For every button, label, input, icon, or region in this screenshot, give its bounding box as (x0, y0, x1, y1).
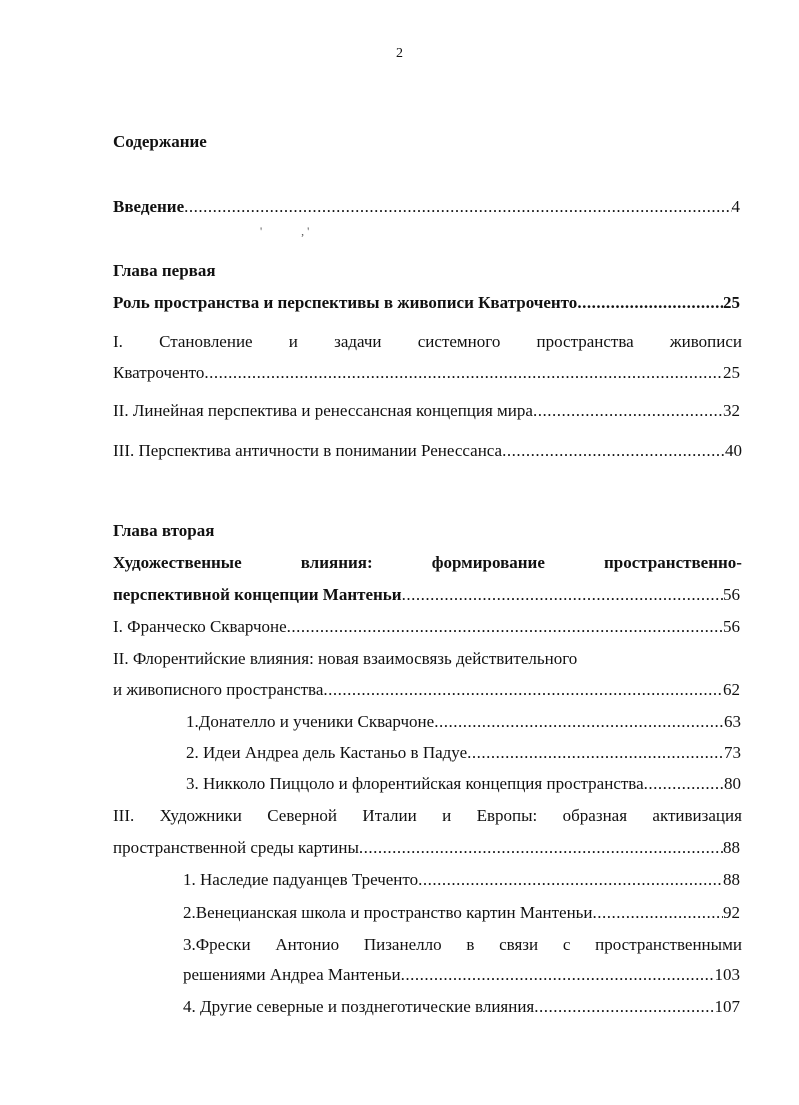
toc-entry-page: 56 (723, 585, 740, 604)
word: Северной (267, 806, 338, 825)
toc-entry-page: 103 (714, 965, 740, 984)
dot-leader (359, 837, 723, 859)
toc-entry-page: 80 (724, 774, 741, 793)
toc-entry-page: 107 (714, 997, 740, 1016)
word: Художественные (113, 553, 242, 572)
word: активизация (652, 806, 742, 825)
toc-entry-chapter2-line1[interactable] (113, 552, 742, 574)
chapter2-label: Глава вторая (113, 521, 215, 540)
dot-leader (434, 711, 724, 733)
toc-entry-title: I. Франческо Скварчоне (113, 617, 287, 636)
toc-entry-ch1-s1-line2[interactable] (113, 362, 740, 384)
toc-entry-title: решениями Андреа Мантеньи (183, 965, 401, 984)
toc-entry-page: 88 (723, 870, 740, 889)
word: живописи (669, 332, 742, 351)
toc-entry-ch2-s2-sub1[interactable] (186, 711, 741, 733)
toc-entry-page: 32 (723, 401, 740, 420)
toc-entry-page: 62 (723, 680, 740, 699)
dot-leader (577, 292, 723, 314)
page-number: 2 (396, 46, 403, 61)
scan-specks: ' , ' (260, 224, 310, 238)
toc-entry-ch2-s2-line2[interactable] (113, 679, 740, 701)
dot-leader (287, 616, 723, 638)
toc-entry-ch2-s3-line2[interactable] (113, 837, 740, 859)
toc-entry-ch2-s3-sub3-line1[interactable] (183, 934, 742, 956)
word: Италии (362, 806, 417, 825)
word: влияния: (300, 553, 373, 572)
word: пространственными (595, 935, 742, 954)
contents-heading: Содержание (113, 132, 207, 151)
dot-leader (534, 996, 714, 1018)
dot-leader (533, 400, 723, 422)
toc-entry-page: 73 (724, 743, 741, 762)
dot-leader (323, 679, 723, 701)
toc-entry-ch1-s2[interactable] (113, 400, 740, 422)
dot-leader (593, 902, 723, 924)
word: и (288, 332, 298, 351)
toc-entry-title: перспективной концепции Мантеньи (113, 585, 402, 604)
toc-entry-title: 1. Наследие падуанцев Треченто (183, 870, 419, 889)
toc-entry-chapter2-line2[interactable] (113, 584, 740, 606)
toc-entry-ch1-s1-line1[interactable] (113, 331, 742, 353)
toc-entry-page: 92 (723, 903, 740, 922)
dot-leader (204, 362, 723, 384)
word: Становление (159, 332, 253, 351)
toc-entry-ch2-s3-sub3-line2[interactable] (183, 964, 740, 986)
toc-entry-page: 4 (731, 197, 740, 216)
toc-entry-title: 2. Идеи Андреа дель Кастаньо в Падуе (186, 743, 468, 762)
toc-entry-page: 56 (723, 617, 740, 636)
word: Европы: (476, 806, 538, 825)
toc-entry-page: 63 (724, 712, 741, 731)
dot-leader (418, 869, 723, 891)
dot-leader (402, 584, 723, 606)
dot-leader (502, 440, 725, 462)
dot-leader (644, 773, 724, 795)
dot-leader (401, 964, 715, 986)
word: связи (499, 935, 539, 954)
dot-leader (467, 742, 724, 764)
toc-entry-title: 3. Никколо Пиццоло и флорентийская концепция пространства (186, 774, 644, 793)
toc-entry-chapter1[interactable] (113, 292, 740, 314)
toc-entry-title: пространственной среды картины (113, 838, 359, 857)
word: в (466, 935, 475, 954)
word: и (442, 806, 452, 825)
word: системного (417, 332, 501, 351)
toc-entry-ch2-s1[interactable] (113, 616, 740, 638)
toc-entry-title: Роль пространства и перспективы в живописи Кватроченто (113, 293, 578, 312)
toc-entry-ch2-s3-sub4[interactable] (183, 996, 740, 1018)
word: Антонио (275, 935, 340, 954)
toc-entry-ch2-s3-sub2[interactable] (183, 902, 740, 924)
toc-entry-page: 25 (723, 293, 740, 312)
word: формирование (431, 553, 545, 572)
dot-leader (184, 196, 731, 218)
toc-entry-title: Введение (113, 197, 185, 216)
word: 3.Фрески (183, 935, 251, 954)
toc-entry-introduction[interactable] (113, 196, 740, 218)
word: с (562, 935, 571, 954)
toc-entry-ch2-s2-sub3[interactable] (186, 773, 741, 795)
word: Пизанелло (363, 935, 442, 954)
toc-entry-ch1-s3[interactable] (113, 440, 742, 462)
word: пространственно- (603, 553, 742, 572)
toc-entry-page: 40 (725, 441, 742, 460)
toc-entry-title: и живописного пространства (113, 680, 324, 699)
toc-entry-title: II. Линейная перспектива и ренессансная концепция мира (113, 401, 533, 420)
chapter1-label: Глава первая (113, 261, 216, 280)
word: образная (562, 806, 628, 825)
toc-entry-title: 4. Другие северные и позднеготические влияния (183, 997, 535, 1016)
toc-entry-title: Кватроченто (113, 363, 205, 382)
toc-entry-page: 25 (723, 363, 740, 382)
word: пространства (536, 332, 634, 351)
toc-entry-title: 1.Донателло и ученики Скварчоне (186, 712, 435, 731)
toc-entry-ch2-s2-sub2[interactable] (186, 742, 741, 764)
word: I. (113, 332, 123, 351)
word: III. (113, 806, 135, 825)
toc-entry-ch2-s3-line1[interactable] (113, 805, 742, 827)
toc-entry-ch2-s3-sub1[interactable] (183, 869, 740, 891)
toc-entry-page: 88 (723, 838, 740, 857)
toc-entry-title: III. Перспектива античности в понимании Ренессанса (113, 441, 503, 460)
toc-entry-title: 2.Венецианская школа и пространство картин Мантеньи (183, 903, 593, 922)
toc-entry-ch2-s2-line1[interactable]: II. Флорентийские влияния: новая взаимосвязь действительного (113, 649, 578, 668)
word: задачи (334, 332, 382, 351)
word: Художники (159, 806, 242, 825)
